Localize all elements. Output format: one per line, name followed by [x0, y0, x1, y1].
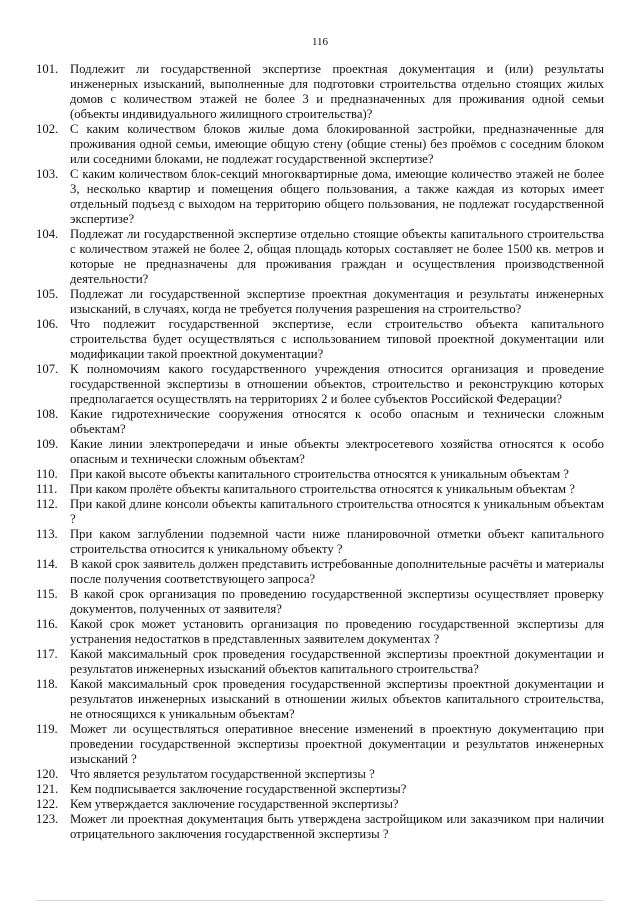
question-item [36, 677, 604, 722]
question-text: При каком заглублении подземной части ниже планировочной отметки объект капитального строительства относится к уникальному объекту ? [70, 527, 604, 556]
question-text: Кем подписывается заключение государственной экспертизы? [70, 782, 407, 796]
question-number: 117. [36, 647, 58, 661]
question-text: Подлежат ли государственной экспертизе проектная документация и результаты инженерных изысканий, в случаях, когда не требуется получения разрешения на строительство? [70, 287, 604, 316]
question-item [36, 782, 604, 797]
question-text: При какой длине консоли объекты капитального строительства относятся к уникальным объектам ? [70, 497, 604, 526]
question-number: 109. [36, 437, 59, 451]
question-text: Какой срок может установить организация по проведению государственной экспертизы для устранения недостатков в представленных заявителем документах ? [70, 617, 604, 646]
question-item [36, 767, 604, 782]
question-number: 103. [36, 167, 59, 181]
question-item [36, 617, 604, 647]
question-item [36, 812, 604, 842]
question-item [36, 647, 604, 677]
question-number: 111. [36, 482, 58, 496]
question-number: 102. [36, 122, 59, 136]
question-number: 116. [36, 617, 58, 631]
question-number: 107. [36, 362, 59, 376]
question-text: При какой высоте объекты капитального строительства относятся к уникальным объектам ? [70, 467, 569, 481]
question-number: 104. [36, 227, 59, 241]
question-text: Может ли проектная документация быть утверждена застройщиком или заказчиком при наличии отрицательного заключения государственной экспертизы ? [70, 812, 604, 841]
question-text: Что подлежит государственной экспертизе, если строительство объекта капитального строительства будет осуществляться с использованием типовой проектной документации или модификации такой проектной документации? [70, 317, 604, 361]
question-item [36, 122, 604, 167]
question-item [36, 467, 604, 482]
question-text: Кем утверждается заключение государственной экспертизы? [70, 797, 399, 811]
scan-edge-line [36, 900, 604, 901]
question-number: 106. [36, 317, 59, 331]
question-number: 121. [36, 782, 59, 796]
question-item [36, 167, 604, 227]
question-number: 119. [36, 722, 58, 736]
question-number: 110. [36, 467, 58, 481]
question-number: 112. [36, 497, 58, 511]
question-item [36, 482, 604, 497]
question-text: К полномочиям какого государственного учреждения относится организация и проведение государственной экспертизы в отношении объектов, строительство и реконструкцию которых предполагается осуществлять на территориях 2 и более субъектов Российской Федерации? [70, 362, 604, 406]
question-item [36, 797, 604, 812]
question-number: 123. [36, 812, 59, 826]
question-item [36, 287, 604, 317]
question-number: 120. [36, 767, 59, 781]
question-number: 108. [36, 407, 59, 421]
question-item [36, 317, 604, 362]
question-text: В какой срок организация по проведению государственной экспертизы осуществляет проверку документов, полученных от заявителя? [70, 587, 604, 616]
question-number: 113. [36, 527, 58, 541]
question-text: При каком пролёте объекты капитального строительства относятся к уникальным объектам ? [70, 482, 575, 496]
question-item [36, 722, 604, 767]
question-text: Какие гидротехнические сооружения относятся к особо опасным и технически сложным объектам? [70, 407, 604, 436]
question-item [36, 437, 604, 467]
question-number: 101. [36, 62, 59, 76]
question-number: 105. [36, 287, 59, 301]
question-text: Какой максимальный срок проведения государственной экспертизы проектной документации и результатов инженерных изысканий объектов капитального строительства? [70, 647, 604, 676]
question-item [36, 557, 604, 587]
question-text: С каким количеством блоков жилые дома блокированной застройки, предназначенные для проживания одной семьи, имеющие общую стену (общие стены) без проёмов с соседним блоком или соседними блоками, не подлежат государственной экспертизе? [70, 122, 604, 166]
question-text: В какой срок заявитель должен представить истребованные дополнительные расчёты и материалы после получения соответствующего запроса? [70, 557, 604, 586]
question-number: 114. [36, 557, 58, 571]
question-text: Может ли осуществляться оперативное внесение изменений в проектную документацию при проведении государственной экспертизы проектной документации и результатов инженерных изысканий ? [70, 722, 604, 766]
question-number: 122. [36, 797, 59, 811]
question-item [36, 362, 604, 407]
question-item [36, 227, 604, 287]
question-item [36, 407, 604, 437]
question-text: Какой максимальный срок проведения государственной экспертизы проектной документации и результатов инженерных изысканий в отношении жилых объектов капитального строительства, не относящихся к уникальным объектам? [70, 677, 604, 721]
question-text: Подлежат ли государственной экспертизе отдельно стоящие объекты капитального строительства с количеством этажей не более 2, общая площадь которых составляет не более 1500 кв. метров и которые не предназначены для проживания граждан и осуществления производственной деятельности? [70, 227, 604, 286]
question-item [36, 527, 604, 557]
question-text: Подлежит ли государственной экспертизе проектная документация и (или) результаты инженерных изысканий, выполненные для подготовки строительства отдельно стоящих жилых домов с количеством этажей не более 3 и предназначенных для проживания одной семьи (объекты индивидуального жилищного строительства)? [70, 62, 604, 121]
question-text: С каким количеством блок-секций многоквартирные дома, имеющие количество этажей не более 3, несколько квартир и помещения общего пользования, а также каждая из которых имеет отдельный подъезд с выходом на территорию общего пользования, не подлежат государственной экспертизе? [70, 167, 604, 226]
question-number: 115. [36, 587, 58, 601]
question-item [36, 497, 604, 527]
question-item [36, 62, 604, 122]
question-text: Что является результатом государственной экспертизы ? [70, 767, 375, 781]
question-number: 118. [36, 677, 58, 691]
question-item [36, 587, 604, 617]
question-text: Какие линии электропередачи и иные объекты электросетевого хозяйства относятся к особо опасным и технически сложным объектам? [70, 437, 604, 466]
page-number: 116 [311, 36, 329, 48]
question-list [36, 62, 604, 842]
